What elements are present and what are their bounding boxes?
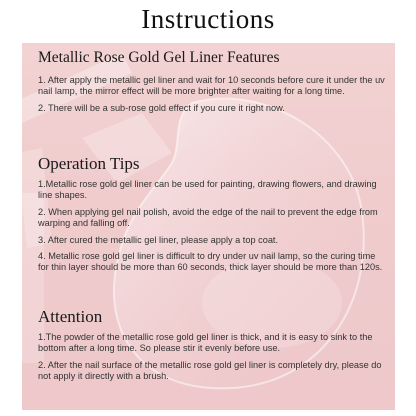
tips-item-4: 4. Metallic rose gold gel liner is difficult to dry under uv nail lamp, so the curing time for thin layer should be more than 60 seconds, thick layer should be more than 120s. [38, 251, 383, 273]
features-heading: Metallic Rose Gold Gel Liner Features [38, 49, 280, 66]
instructions-panel [22, 43, 395, 410]
features-item-1: 1. After apply the metallic gel liner and wait for 10 seconds before cure it under the uv nail lamp, the mirror effect will be more brighter after waiting for a long time. [38, 75, 385, 97]
operation-tips-heading: Operation Tips [38, 154, 140, 173]
features-item-2: 2. There will be a sub-rose gold effect if you cure it right now. [38, 102, 285, 113]
attention-item-1: 1.The powder of the metallic rose gold gel liner is thick, and it is easy to sink to the bottom after a long time. So please stir it evenly before use. [38, 332, 373, 354]
page-title: Instructions [141, 4, 275, 34]
features-text [38, 75, 388, 119]
attention-heading: Attention [38, 307, 103, 326]
tips-item-3: 3. After cured the metallic gel liner, please apply a top coat. [38, 234, 279, 245]
operation-tips-text [38, 179, 388, 279]
tips-item-1: 1.Metallic rose gold gel liner can be used for painting, drawing flowers, and drawing line shapes. [38, 179, 377, 201]
attention-text [38, 332, 388, 388]
attention-item-2: 2. After the nail surface of the metallic rose gold gel liner is completely dry, please do not apply it directly with a brush. [38, 359, 382, 382]
tips-item-2: 2. When applying gel nail polish, avoid the edge of the nail to prevent the edge from warping and falling off. [38, 206, 378, 229]
